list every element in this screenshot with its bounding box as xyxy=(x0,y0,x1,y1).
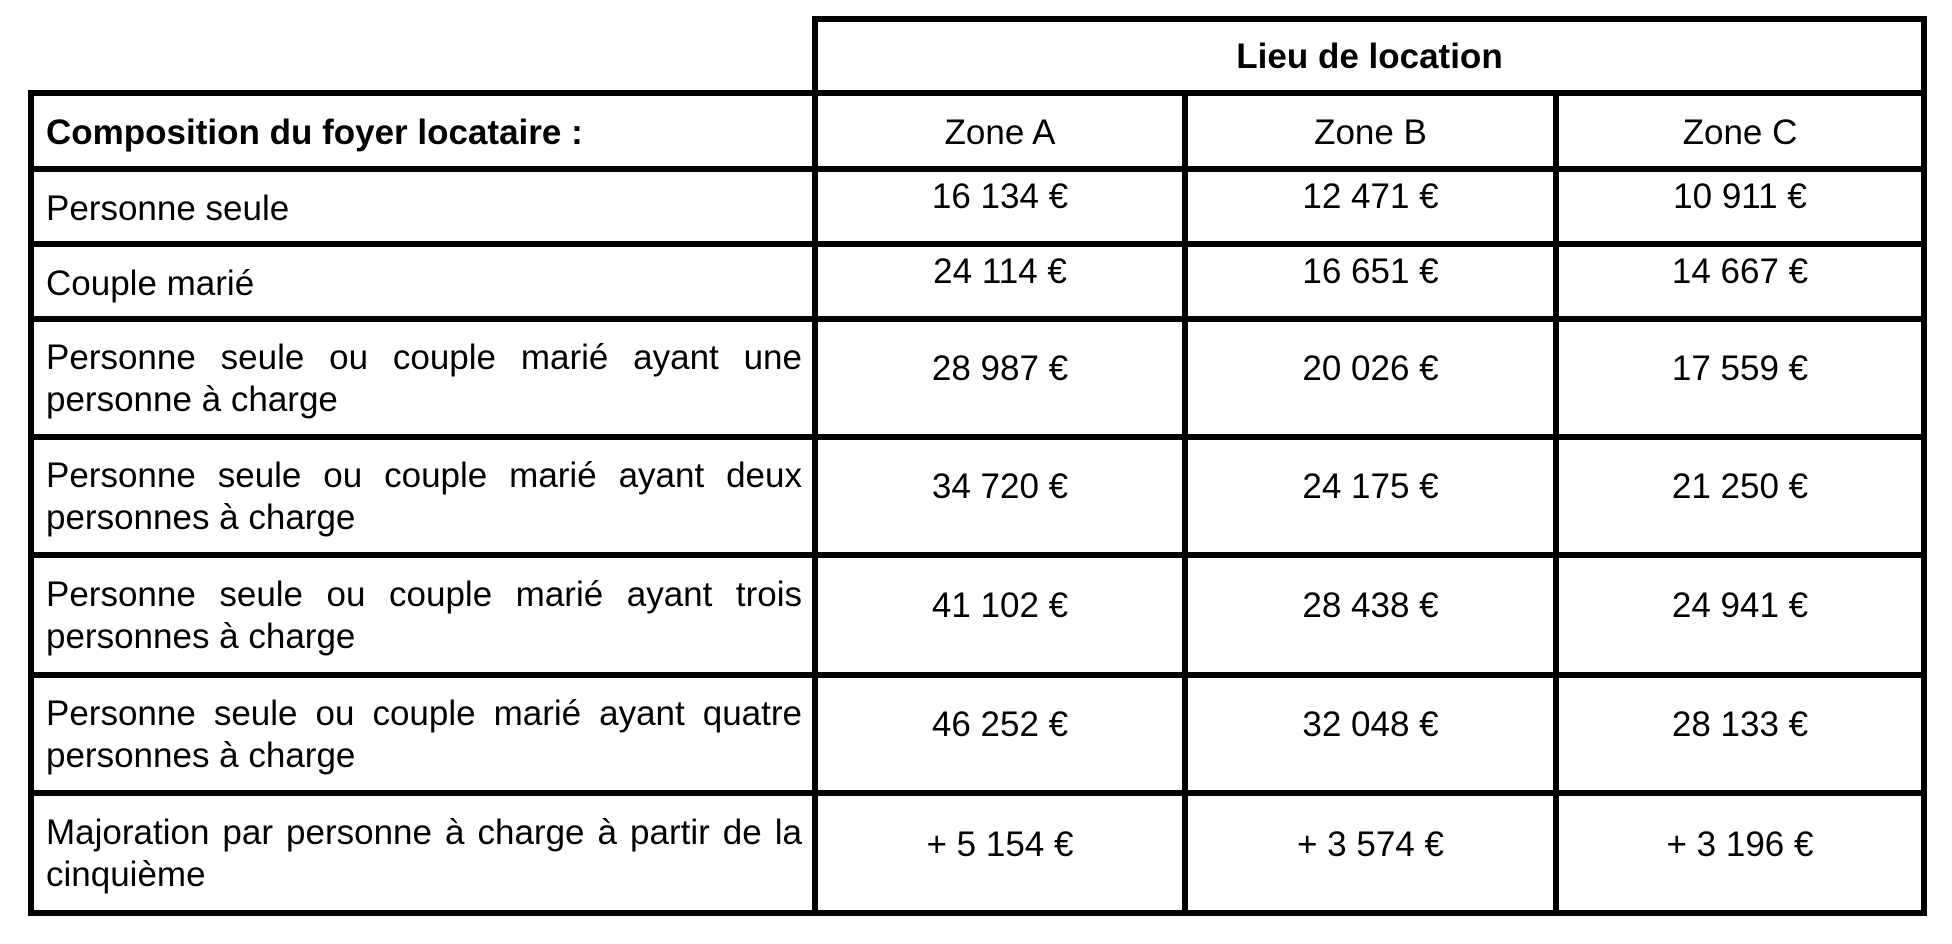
row-label: Personne seule ou couple marié ayant trois personnes à charge xyxy=(46,575,802,656)
row-label: Personne seule ou couple marié ayant une personne à charge xyxy=(46,338,802,419)
cell-zone-b: 32 048 € xyxy=(1302,705,1439,744)
row-label: Personne seule ou couple marié ayant deux personnes à charge xyxy=(46,456,802,537)
cell-zone-b: 12 471 € xyxy=(1302,177,1439,216)
cell-zone-b: 28 438 € xyxy=(1302,586,1439,625)
cell-zone-c: 21 250 € xyxy=(1671,467,1809,506)
column-header-zone-b: Zone B xyxy=(1314,113,1427,152)
cell-zone-a: 28 987 € xyxy=(931,349,1069,388)
cell-zone-a: 24 114 € xyxy=(933,252,1067,291)
row-header: Composition du foyer locataire : xyxy=(46,113,583,152)
cell-zone-b: 24 175 € xyxy=(1302,467,1439,506)
cell-zone-b: 20 026 € xyxy=(1302,349,1439,388)
cell-zone-c: + 3 196 € xyxy=(1666,825,1814,864)
cell-zone-c: 24 941 € xyxy=(1671,586,1809,625)
column-header-zone-a: Zone A xyxy=(944,113,1056,152)
cell-zone-b: 16 651 € xyxy=(1302,252,1439,291)
cell-zone-c: 28 133 € xyxy=(1671,705,1809,744)
cell-zone-c: 14 667 € xyxy=(1671,252,1809,291)
cell-zone-c: 17 559 € xyxy=(1671,349,1809,388)
cell-zone-a: + 5 154 € xyxy=(926,825,1074,864)
row-label: Personne seule ou couple marié ayant quatre personnes à charge xyxy=(46,694,802,775)
cell-zone-a: 41 102 € xyxy=(931,586,1069,625)
column-header-zone-c: Zone C xyxy=(1682,113,1798,152)
row-label: Personne seule xyxy=(46,189,290,228)
cell-zone-a: 16 134 € xyxy=(931,177,1069,216)
cell-zone-c: 10 911 € xyxy=(1673,177,1807,216)
row-label: Couple marié xyxy=(46,264,255,303)
cell-zone-a: 46 252 € xyxy=(931,705,1069,744)
cell-zone-b: + 3 574 € xyxy=(1297,825,1444,864)
cell-zone-a: 34 720 € xyxy=(931,467,1069,506)
group-header-lieu: Lieu de location xyxy=(1236,37,1503,76)
row-label: Majoration par personne à charge à partir de la cinquième xyxy=(46,813,802,894)
